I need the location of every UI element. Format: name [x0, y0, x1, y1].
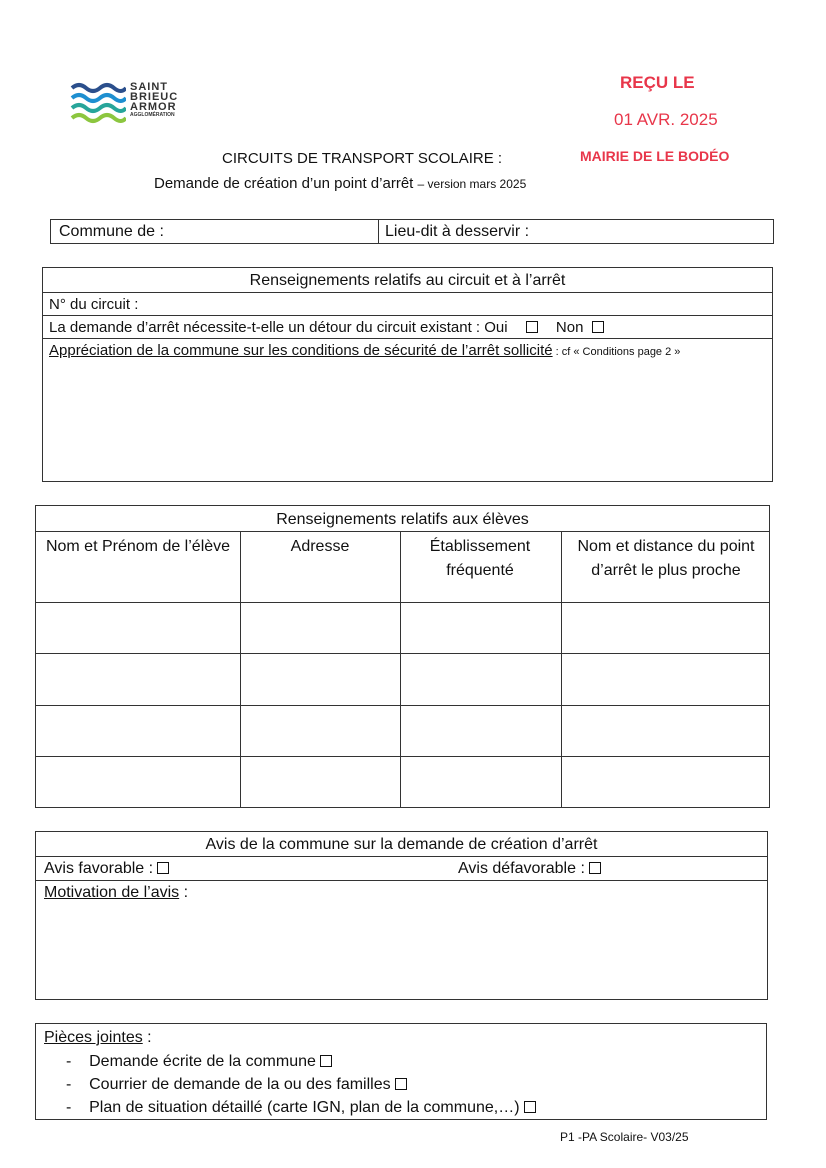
favorable-label: Avis favorable : — [44, 860, 154, 877]
column-header-nom: Nom et Prénom de l’élève — [45, 538, 231, 555]
pieces-jointes-section — [35, 1023, 767, 1120]
avis-favorable — [44, 860, 169, 878]
column-header-arret: Nom et distance du point d’arrêt le plus proche — [577, 538, 755, 579]
piece-label: Plan de situation détaillé (carte IGN, plan de la commune,…) — [89, 1099, 520, 1116]
piece-label: Courrier de demande de la ou des familles — [89, 1076, 391, 1093]
pieces-title-label: Pièces jointes — [44, 1029, 143, 1046]
detour-question — [49, 319, 604, 336]
column-header-etablissement: Établissement fréquenté — [429, 538, 531, 579]
oui-checkbox[interactable] — [526, 321, 538, 333]
lieudit-label: Lieu-dit à desservir : — [385, 223, 530, 240]
favorable-checkbox[interactable] — [157, 862, 169, 874]
commune-box — [50, 219, 774, 244]
pieces-title — [44, 1029, 152, 1047]
commune-label: Commune de : — [59, 223, 164, 240]
logo-line: AGGLOMÉRATION — [130, 112, 175, 118]
piece-checkbox[interactable] — [320, 1055, 332, 1067]
piece-checkbox[interactable] — [395, 1078, 407, 1090]
appreciation — [49, 342, 680, 359]
motivation-field[interactable] — [36, 904, 767, 999]
table-row[interactable] — [36, 705, 769, 756]
logo-line: BRIEUC — [130, 91, 179, 103]
avis-header: Avis de la commune sur la demande de création d’arrêt — [205, 836, 598, 853]
piece-checkbox[interactable] — [524, 1101, 536, 1113]
avis-section — [35, 831, 768, 1000]
logo-waves-icon — [70, 82, 126, 124]
motivation-suffix: : — [179, 884, 189, 901]
stamp-received: REÇU LE — [620, 73, 695, 92]
table-row[interactable] — [36, 756, 769, 807]
page-title: CIRCUITS DE TRANSPORT SCOLAIRE : — [222, 150, 503, 167]
appreciation-label: Appréciation de la commune sur les conditions de sécurité de l’arrêt sollicité — [49, 342, 553, 359]
motivation — [44, 884, 188, 902]
list-item: - Courrier de demande de la ou des familles — [66, 1076, 407, 1094]
table-row[interactable] — [36, 602, 769, 653]
page-subtitle — [154, 175, 526, 192]
list-item: - Demande écrite de la commune — [66, 1053, 332, 1071]
piece-label: Demande écrite de la commune — [89, 1053, 316, 1070]
subtitle-text: Demande de création d’un point d’arrêt — [154, 175, 414, 192]
logo-line: ARMOR — [130, 101, 177, 113]
stamp-mairie: MAIRIE DE LE BODÉO — [580, 148, 730, 164]
version-text: – version mars 2025 — [417, 177, 527, 191]
circuit-number-label: N° du circuit : — [49, 296, 139, 313]
logo-line: SAINT — [130, 81, 168, 93]
defavorable-label: Avis défavorable : — [458, 860, 585, 877]
circuit-header: Renseignements relatifs au circuit et à l’arrêt — [249, 272, 566, 289]
defavorable-checkbox[interactable] — [589, 862, 601, 874]
eleves-header: Renseignements relatifs aux élèves — [276, 511, 529, 528]
pieces-title-suffix: : — [142, 1029, 152, 1046]
table-row[interactable] — [36, 653, 769, 705]
stamp-date: 01 AVR. 2025 — [614, 110, 718, 129]
logo — [70, 81, 179, 128]
motivation-label: Motivation de l’avis — [44, 884, 180, 901]
page-footer: P1 -PA Scolaire- V03/25 — [560, 1130, 689, 1144]
non-checkbox[interactable] — [592, 321, 604, 333]
column-header-adresse: Adresse — [290, 538, 350, 555]
non-label: Non — [555, 319, 584, 336]
circuit-section — [42, 267, 773, 482]
appreciation-note: : cf « Conditions page 2 » — [552, 346, 681, 358]
eleves-table — [35, 505, 770, 808]
appreciation-field[interactable] — [43, 360, 772, 481]
detour-label: La demande d’arrêt nécessite-t-elle un détour du circuit existant : Oui — [49, 319, 508, 336]
avis-defavorable — [458, 860, 601, 878]
list-item: - Plan de situation détaillé (carte IGN, plan de la commune,…) — [66, 1099, 536, 1117]
